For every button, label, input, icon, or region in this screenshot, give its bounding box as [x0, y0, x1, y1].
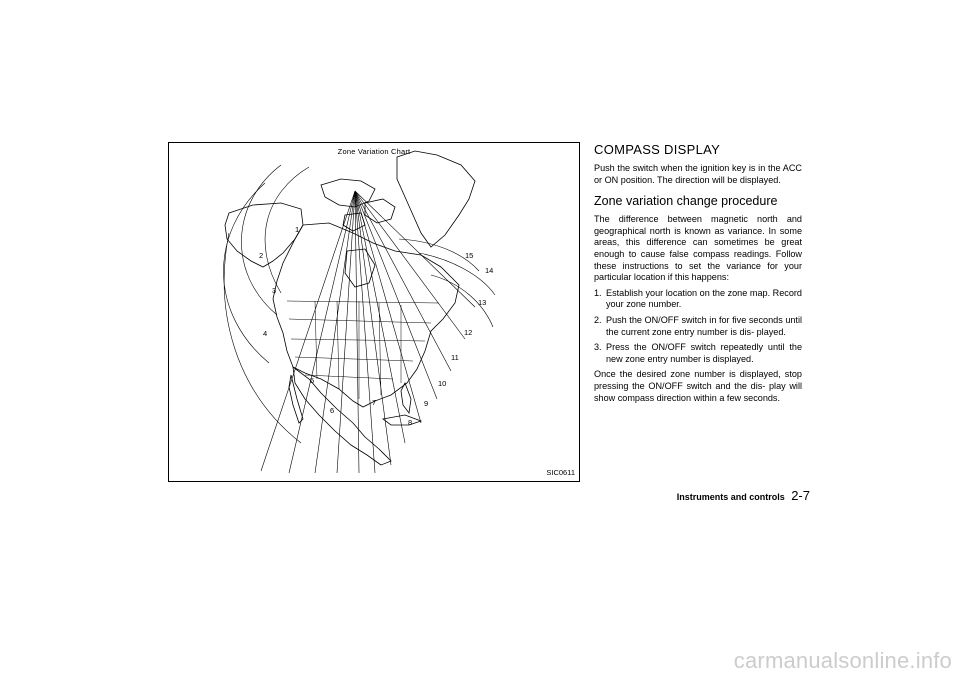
step-text: Press the ON/OFF switch repeatedly until the new zone entry number is displayed.: [606, 342, 802, 364]
description-paragraph: The difference between magnetic north and geographical north is known as variance. In some areas, this difference can sometimes be great enough to cause false compass readings. Follow these instructions to set the variance for your particular location if this happens:: [594, 214, 802, 283]
step-item: [594, 342, 802, 365]
zone-label: 13: [478, 298, 487, 307]
zone-label: 1: [295, 225, 300, 234]
zone-variation-chart: [168, 142, 580, 482]
coastlines: [225, 151, 475, 465]
figure-id: SIC0611: [546, 468, 575, 477]
zone-label: 11: [451, 353, 459, 362]
zone-label: 4: [263, 329, 268, 338]
step-text: Push the ON/OFF switch in for five seconds until the current zone entry number is dis- played.: [606, 314, 802, 337]
zone-label: 6: [330, 406, 335, 415]
zone-label: 10: [438, 379, 447, 388]
footer-section: Instruments and controls: [676, 492, 785, 502]
zone-label: 5: [310, 376, 315, 385]
chart-title: Zone Variation Chart: [337, 147, 411, 156]
zone-label: 7: [372, 398, 377, 407]
zone-label: 3: [272, 286, 277, 295]
step-number: 2.: [594, 314, 602, 325]
step-number: 1.: [594, 287, 602, 298]
step-item: [594, 315, 802, 338]
step-number: 3.: [594, 342, 602, 353]
intro-paragraph: Push the switch when the ignition key is in the ACC or ON position. The direction will be displayed.: [594, 163, 802, 185]
zone-map: [169, 143, 579, 481]
instruction-text: [594, 142, 802, 408]
page-footer: [650, 487, 810, 507]
zone-lines: [261, 191, 475, 473]
section-heading: COMPASS DISPLAY: [594, 142, 721, 157]
sub-heading: Zone variation change procedure: [594, 194, 778, 209]
zone-label: 12: [464, 328, 473, 337]
page-number: 2-7: [791, 488, 810, 503]
zone-label: 8: [408, 418, 413, 427]
zone-numbers: [259, 225, 493, 427]
zone-label: 2: [259, 251, 264, 260]
step-item: [594, 288, 802, 311]
step-text: Establish your location on the zone map. Record your zone number.: [606, 287, 802, 310]
zone-label: 9: [424, 399, 429, 408]
watermark: carmanualsonline.info: [733, 648, 952, 673]
zone-label: 14: [485, 266, 494, 275]
closing-paragraph: Once the desired zone number is displayed, stop pressing the ON/OFF switch and the dis- play will show compass direction within a few seconds.: [594, 369, 802, 403]
zone-label: 15: [465, 251, 474, 260]
